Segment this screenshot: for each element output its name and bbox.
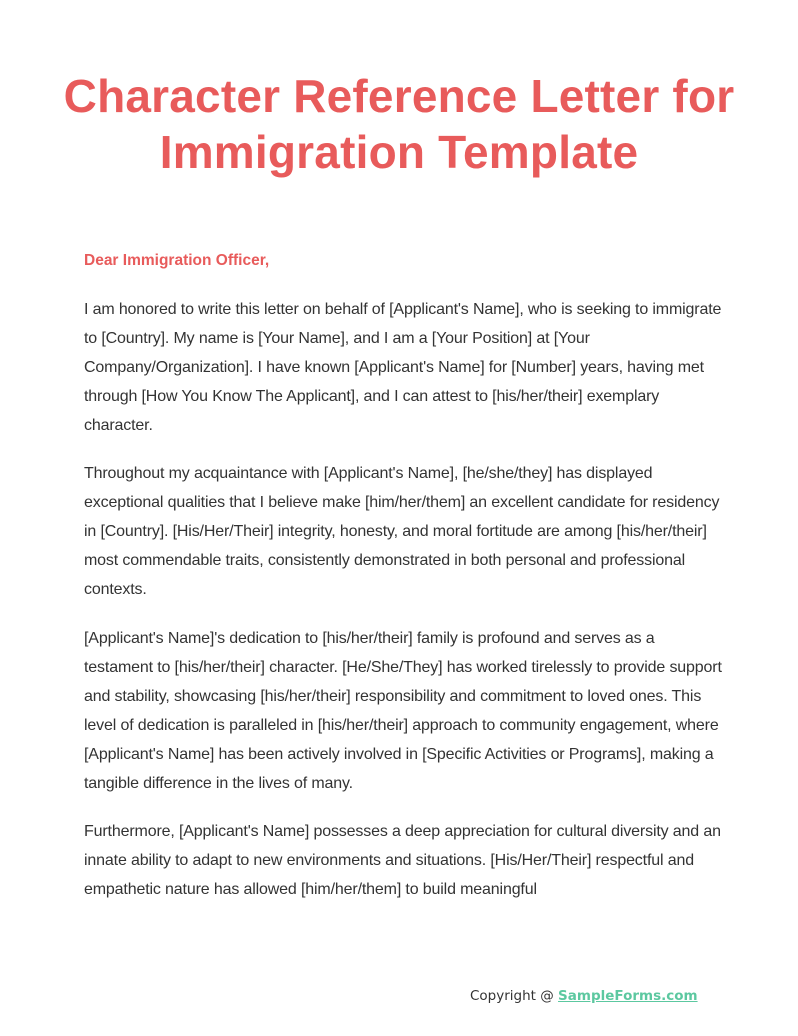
paragraph-qualities: Throughout my acquaintance with [Applicant's Name], [he/she/they] has displayed exceptional qualities that I believe make [him/her/them] an excellent candidate for residency in [Country]. [His/Her/Their] integrity, honesty, and moral fortitude are among [his/her/their] most commendable traits, consistently demonstrated in both personal and professional contexts.	[84, 465, 720, 598]
paragraph-introduction: I am honored to write this letter on behalf of [Applicant's Name], who is seeking to immigrate to [Country]. My name is [Your Name], and I am a [Your Position] at [Your Company/Organization]. I have known [Applicant's Name] for [Number] years, having met through [How You Know The Applicant], and I can attest to [his/her/their] exemplary character.	[84, 301, 722, 434]
salutation: Dear Immigration Officer,	[84, 252, 270, 269]
document-title: Character Reference Letter for Immigration Template	[63, 70, 735, 178]
sampleforms-link[interactable]: SampleForms.com	[558, 988, 698, 1004]
paragraph-cultural-adaptability: Furthermore, [Applicant's Name] possesses a deep appreciation for cultural diversity and an innate ability to adapt to new environments and situations. [His/Her/Their] respectful and empathetic nature has allowed [him/her/them] to build meaningful	[84, 823, 721, 898]
copyright-footer	[470, 988, 698, 1004]
copyright-label: Copyright @	[470, 988, 559, 1004]
paragraph-dedication: [Applicant's Name]'s dedication to [his/her/their] family is profound and serves as a testament to [his/her/their] character. [He/She/They] has worked tirelessly to provide support and stability, showcasing [his/her/their] responsibility and commitment to loved ones. This level of dedication is paralleled in [his/her/their] approach to community engagement, where [Applicant's Name] has been actively involved in [Specific Activities or Programs], making a tangible difference in the lives of many.	[84, 630, 722, 792]
